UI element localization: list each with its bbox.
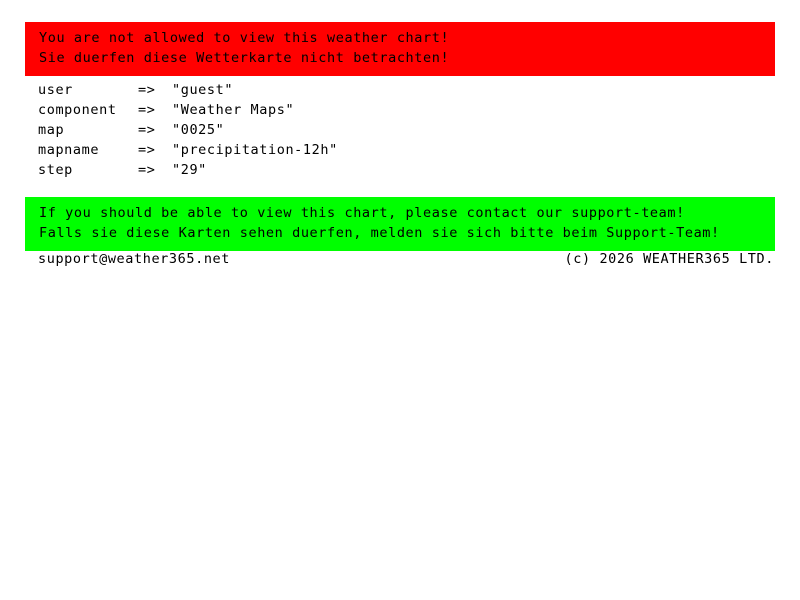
parameter-key: map (38, 122, 65, 138)
support-email-link[interactable]: support@weather365.net (38, 251, 231, 267)
parameter-row-component (38, 100, 738, 120)
info-banner (25, 197, 775, 251)
parameter-row-map (38, 120, 738, 140)
parameter-value: "guest" (172, 82, 234, 98)
parameter-value: "precipitation-12h" (172, 142, 338, 158)
parameter-row-step (38, 160, 738, 180)
parameter-key: step (38, 162, 73, 178)
parameter-value: "0025" (172, 122, 225, 138)
parameter-list (38, 80, 738, 180)
parameter-value: "Weather Maps" (172, 102, 295, 118)
parameter-arrow: => (138, 162, 156, 178)
info-banner-line-en: If you should be able to view this chart, please contact our support-team! (39, 205, 685, 221)
parameter-arrow: => (138, 122, 156, 138)
parameter-arrow: => (138, 102, 156, 118)
error-banner-line-de: Sie duerfen diese Wetterkarte nicht betrachten! (39, 50, 450, 66)
parameter-key: mapname (38, 142, 100, 158)
parameter-row-user (38, 80, 738, 100)
copyright-text: (c) 2026 WEATHER365 LTD. (564, 251, 774, 267)
parameter-row-mapname (38, 140, 738, 160)
error-banner (25, 22, 775, 76)
footer (38, 249, 774, 269)
parameter-value: "29" (172, 162, 207, 178)
parameter-arrow: => (138, 142, 156, 158)
error-banner-line-en: You are not allowed to view this weather chart! (39, 30, 450, 46)
parameter-key: user (38, 82, 73, 98)
parameter-arrow: => (138, 82, 156, 98)
parameter-key: component (38, 102, 117, 118)
info-banner-line-de: Falls sie diese Karten sehen duerfen, melden sie sich bitte beim Support-Team! (39, 225, 720, 241)
